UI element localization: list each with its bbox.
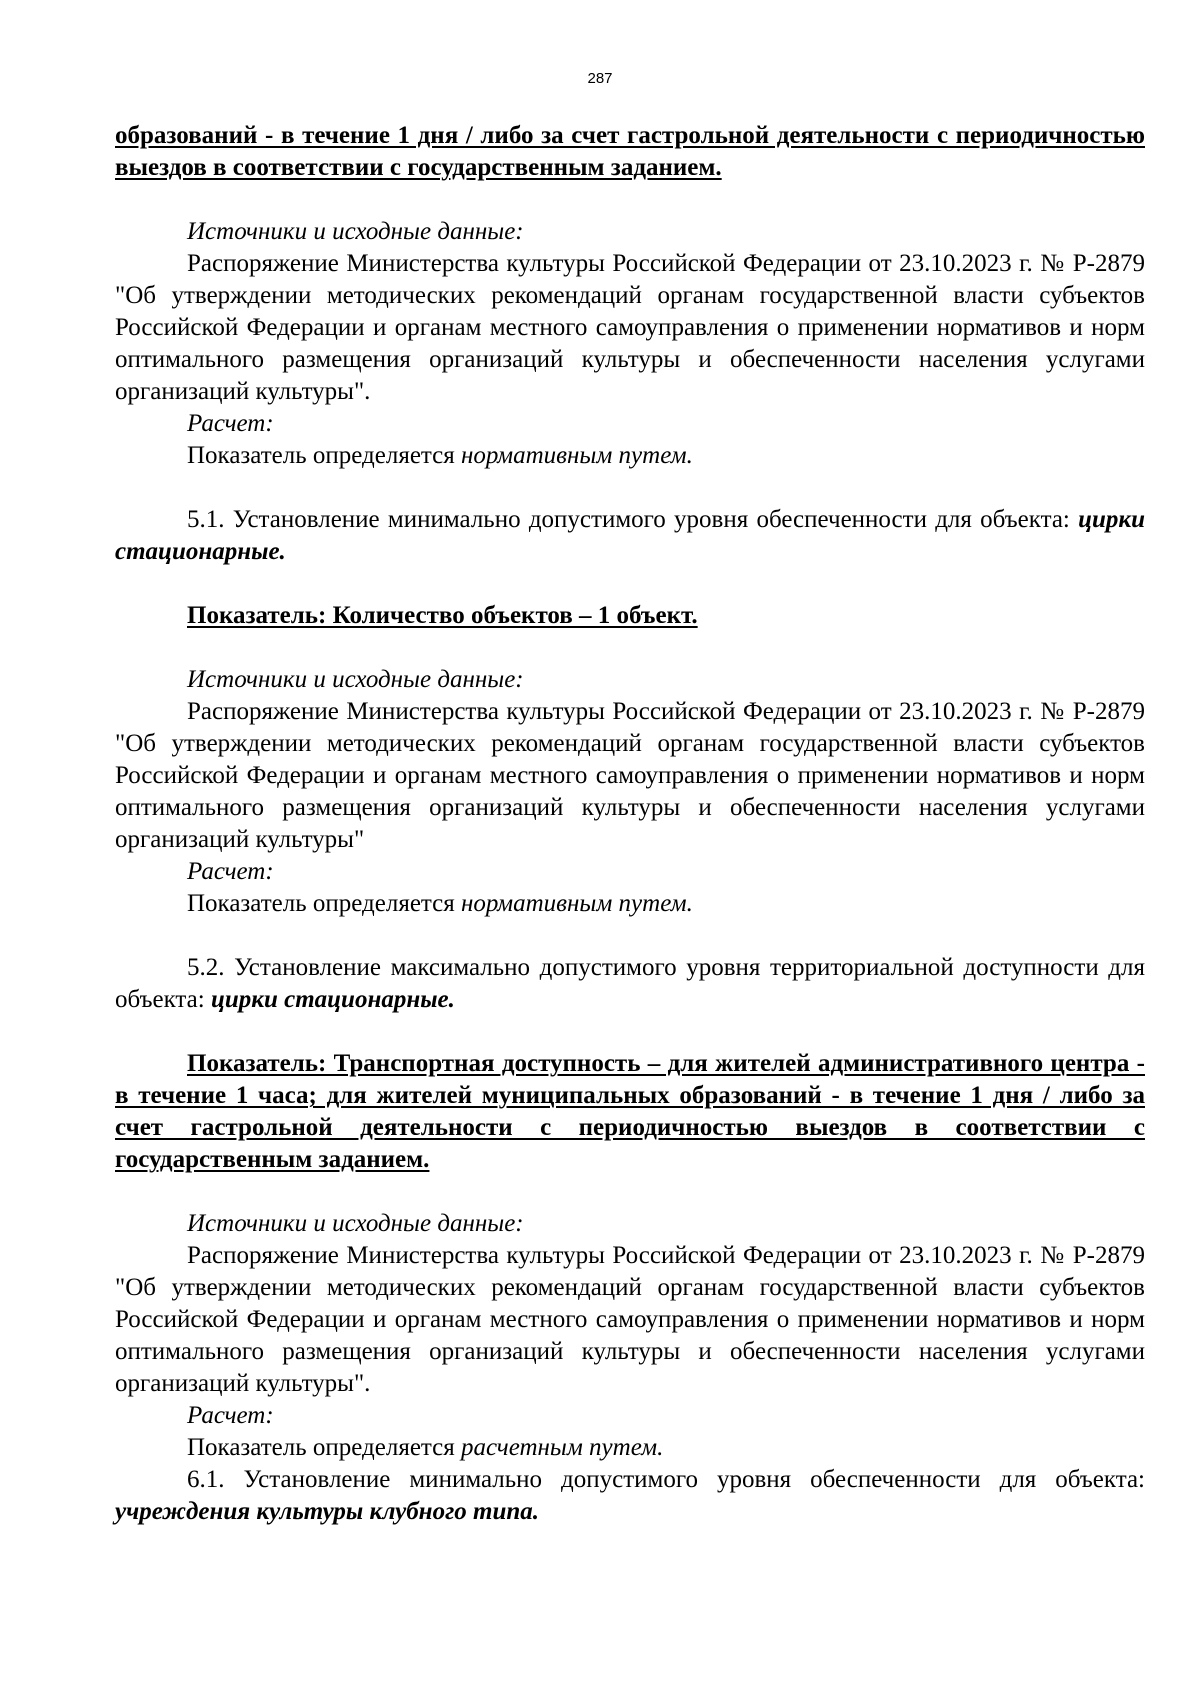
calculation-text <box>115 888 1145 920</box>
calculation-prefix: Показатель определяется <box>187 890 461 917</box>
continued-indicator-heading: образований - в течение 1 дня / либо за счет гастрольной деятельности с периодичностью выездов в соответствии с государственным заданием. <box>115 122 1145 181</box>
calculation-label: Расчет: <box>187 1402 274 1429</box>
sources-text: Распоряжение Министерства культуры Российской Федерации от 23.10.2023 г. № Р-2879 "Об утверждении методических рекомендаций органам государственной власти субъектов Российской Федерации и органам местного самоуправления о применении нормативов и норм оптимального размещения организаций культуры и обеспеченности населения услугами организаций культуры" <box>115 698 1145 853</box>
calculation-text <box>115 440 1145 472</box>
sources-label: Источники и исходные данные: <box>187 218 524 245</box>
calculation-prefix: Показатель определяется <box>187 442 461 469</box>
item-6-1-text: 6.1. Установление минимально допустимого уровня обеспеченности для объекта: <box>187 1466 1145 1493</box>
item-5-1 <box>115 504 1145 568</box>
item-5-1-object: цирки стационарные. <box>115 506 1145 565</box>
item-6-1-object: учреждения культуры клубного типа. <box>115 1498 540 1525</box>
item-6-1 <box>115 1464 1145 1528</box>
calculation-method: нормативным путем. <box>461 442 693 469</box>
calculation-label: Расчет: <box>187 410 274 437</box>
item-5-2 <box>115 952 1145 1016</box>
indicator-5-1-heading: Показатель: Количество объектов – 1 объект. <box>187 602 698 629</box>
item-5-1-text: 5.1. Установление минимально допустимого уровня обеспеченности для объекта: <box>187 506 1079 533</box>
item-5-2-text: 5.2. Установление максимально допустимого уровня территориальной доступности для объекта: <box>115 954 1145 1013</box>
calculation-text <box>115 1432 1145 1464</box>
indicator-5-2-heading: Показатель: Транспортная доступность – для жителей административного центра - в течение 1 часа; для жителей муниципальных образований - в течение 1 дня / либо за счет гастрольной деятельности с периодичностью выездов в соответствии с государственным заданием. <box>115 1050 1145 1173</box>
sources-label: Источники и исходные данные: <box>187 666 524 693</box>
calculation-method: расчетным путем. <box>461 1434 664 1461</box>
page-number: 287 <box>587 70 613 87</box>
sources-label: Источники и исходные данные: <box>187 1210 524 1237</box>
sources-text: Распоряжение Министерства культуры Российской Федерации от 23.10.2023 г. № Р-2879 "Об утверждении методических рекомендаций органам государственной власти субъектов Российской Федерации и органам местного самоуправления о применении нормативов и норм оптимального размещения организаций культуры и обеспеченности населения услугами организаций культуры". <box>115 1242 1145 1397</box>
calculation-method: нормативным путем. <box>461 890 693 917</box>
calculation-prefix: Показатель определяется <box>187 1434 461 1461</box>
calculation-label: Расчет: <box>187 858 274 885</box>
document-body <box>115 120 1145 1528</box>
sources-text: Распоряжение Министерства культуры Российской Федерации от 23.10.2023 г. № Р-2879 "Об утверждении методических рекомендаций органам государственной власти субъектов Российской Федерации и органам местного самоуправления о применении нормативов и норм оптимального размещения организаций культуры и обеспеченности населения услугами организаций культуры". <box>115 250 1145 405</box>
item-5-2-object: цирки стационарные. <box>210 986 455 1013</box>
